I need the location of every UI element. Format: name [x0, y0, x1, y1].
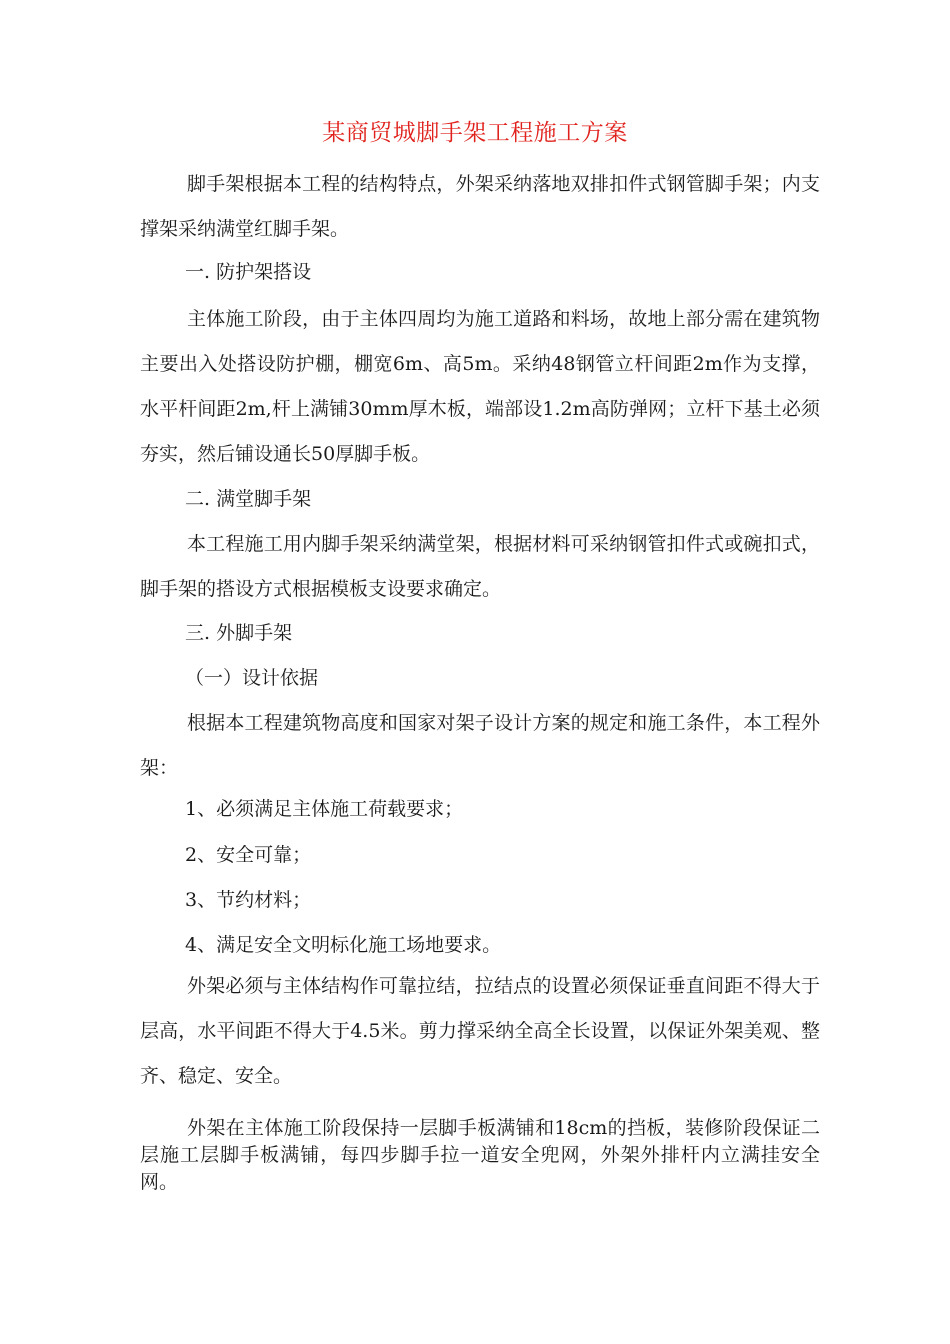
list-item-2: 2、安全可靠； — [185, 844, 312, 866]
list-item-3: 3、节约材料； — [185, 889, 312, 911]
section-2-paragraph: 本工程施工用内脚手架采纳满堂架，根据材料可采纳钢管扣件式或碗扣式，脚手架的搭设方式根据模板支设要求确定。 — [140, 533, 820, 600]
subsection-heading-1: （一）设计依据 — [185, 667, 319, 689]
section-heading-2: 二. 满堂脚手架 — [185, 488, 312, 510]
tie-point-paragraph: 外架必须与主体结构作可靠拉结，拉结点的设置必须保证垂直间距不得大于层高，水平间距不得大于4.5米。剪力撑采纳全高全长设置，以保证外架美观、整齐、稳定、安全。 — [140, 975, 820, 1087]
list-item-1: 1、必须满足主体施工荷载要求； — [185, 798, 464, 820]
design-basis-paragraph: 根据本工程建筑物高度和国家对架子设计方案的规定和施工条件，本工程外架： — [140, 712, 820, 779]
intro-paragraph: 脚手架根据本工程的结构特点，外架采纳落地双排扣件式钢管脚手架；内支撑架采纳满堂红脚手架。 — [140, 173, 820, 240]
section-1-paragraph: 主体施工阶段，由于主体四周均为施工道路和料场，故地上部分需在建筑物主要出入处搭设防护棚，棚宽6m、高5m。采纳48钢管立杆间距2m作为支撑，水平杆间距2m,杆上满铺30mm厚木板，端部设1.2m高防弹网；立杆下基土必须夯实，然后铺设通长50厚脚手板。 — [140, 308, 820, 465]
section-heading-3: 三. 外脚手架 — [185, 622, 293, 644]
section-heading-1: 一. 防护架搭设 — [185, 261, 312, 283]
safety-net-paragraph: 外架在主体施工阶段保持一层脚手板满铺和18cm的挡板，装修阶段保证二层施工层脚手板满铺，每四步脚手拉一道安全兜网，外架外排杆内立满挂安全网。 — [140, 1117, 820, 1193]
document-title: 某商贸城脚手架工程施工方案 — [322, 120, 628, 146]
list-item-4: 4、满足安全文明标化施工场地要求。 — [185, 934, 502, 956]
